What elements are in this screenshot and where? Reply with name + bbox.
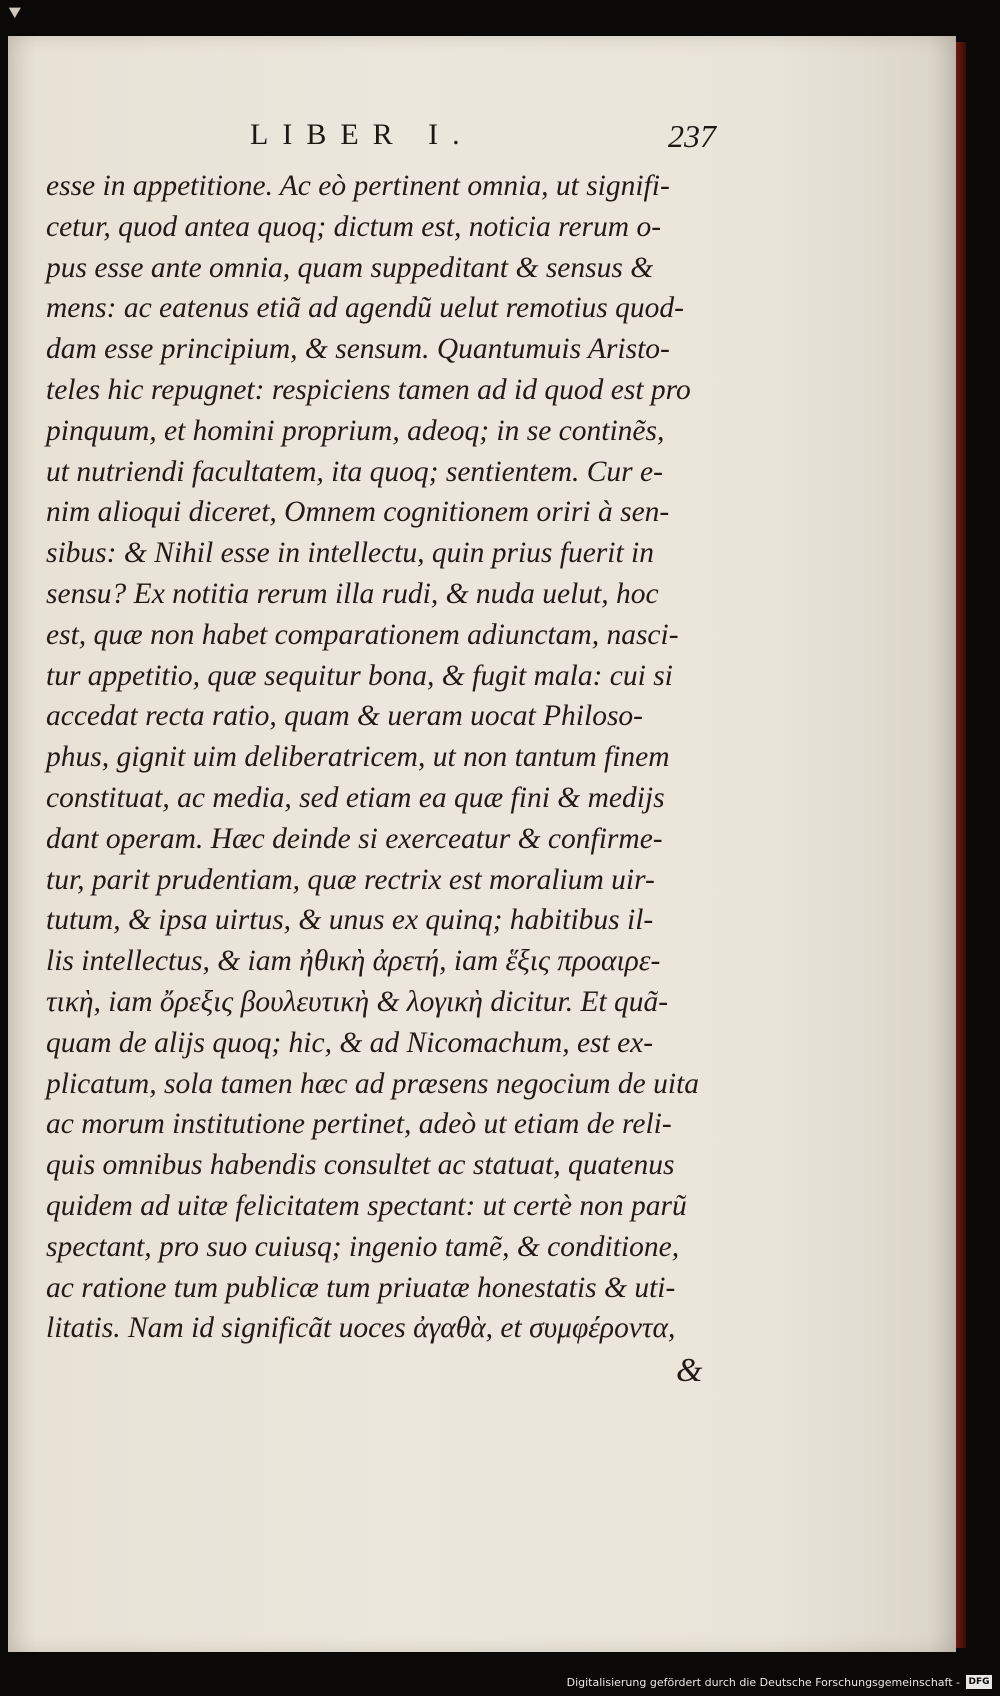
text-line: pus esse ante omnia, quam suppeditant & sensus & bbox=[46, 251, 654, 284]
text-line: tur appetitio, quæ sequitur bona, & fugit mala: cui si bbox=[46, 659, 673, 692]
text-line: lis intellectus, & iam ἠθικὴ ἀρετή, iam ἕξις προαιρε- bbox=[46, 945, 661, 978]
text-line: litatis. Nam id significãt uoces ἀγαθὰ, et συμφέροντα, bbox=[46, 1312, 676, 1345]
catchword: & bbox=[676, 1352, 703, 1389]
corner-mark-icon: ⯆ bbox=[6, 2, 24, 27]
text-line: est, quæ non habet comparationem adiunctam, nasci- bbox=[46, 618, 679, 651]
text-line: ac morum institutione pertinet, adeò ut etiam de reli- bbox=[46, 1108, 672, 1141]
text-line: spectant, pro suo cuiusq; ingenio tamẽ, & conditione, bbox=[46, 1230, 680, 1263]
text-line: quam de alijs quoq; hic, & ad Nicomachum, est ex- bbox=[46, 1026, 654, 1059]
text-line: dam esse principium, & sensum. Quantumuis Aristo- bbox=[46, 333, 670, 366]
text-line: phus, gignit uim deliberatricem, ut non tantum finem bbox=[46, 741, 670, 774]
text-line: τικὴ, iam ὄρεξις βουλευτικὴ & λογικὴ dicitur. Et quã- bbox=[46, 985, 669, 1018]
body-text bbox=[46, 166, 726, 1349]
text-line: dant operam. Hæc deinde si exerceatur & confirme- bbox=[46, 822, 663, 855]
text-line: esse in appetitione. Ac eò pertinent omnia, ut signifi- bbox=[46, 170, 670, 202]
text-line: sibus: & Nihil esse in intellectu, quin prius fuerit in bbox=[46, 537, 655, 570]
text-line: constituat, ac media, sed etiam ea quæ fini & medijs bbox=[46, 781, 665, 814]
text-line: nim alioqui diceret, Omnem cognitionem oriri à sen- bbox=[46, 496, 670, 529]
text-line: pinquum, et homini proprium, adeoq; in se continẽs, bbox=[46, 414, 665, 447]
book-edge bbox=[956, 42, 966, 1648]
text-line: quidem ad uitæ felicitatem spectant: ut certè non parũ bbox=[46, 1189, 687, 1222]
text-line: tur, parit prudentiam, quæ rectrix est moralium uir- bbox=[46, 863, 655, 896]
footer-credit: Digitalisierung gefördert durch die Deutsche Forschungsgemeinschaft - bbox=[566, 1676, 960, 1689]
text-line: tutum, & ipsa uirtus, & unus ex quinq; habitibus il- bbox=[46, 904, 654, 937]
dfg-logo: DFG bbox=[966, 1675, 992, 1689]
running-title: LIBER I. bbox=[250, 118, 474, 151]
text-line: mens: ac eatenus etiã ad agendũ uelut remotius quod- bbox=[46, 292, 684, 325]
text-line: sensu? Ex notitia rerum illa rudi, & nuda uelut, hoc bbox=[46, 577, 659, 610]
text-line: teles hic repugnet: respiciens tamen ad id quod est pro bbox=[46, 373, 691, 406]
page-number: 237 bbox=[668, 118, 716, 154]
footer-bar bbox=[0, 1672, 1000, 1696]
text-line: ac ratione tum publicæ tum priuatæ honestatis & uti- bbox=[46, 1271, 676, 1304]
text-line: ut nutriendi facultatem, ita quoq; sentientem. Cur e- bbox=[46, 455, 663, 488]
text-line: quis omnibus habendis consultet ac statuat, quatenus bbox=[46, 1149, 675, 1182]
text-line: plicatum, sola tamen hæc ad præsens negocium de uita bbox=[46, 1067, 700, 1100]
text-line: accedat recta ratio, quam & ueram uocat Philoso- bbox=[46, 700, 644, 733]
running-head bbox=[8, 118, 956, 164]
text-line: cetur, quod antea quoq; dictum est, noticia rerum o- bbox=[46, 210, 662, 243]
